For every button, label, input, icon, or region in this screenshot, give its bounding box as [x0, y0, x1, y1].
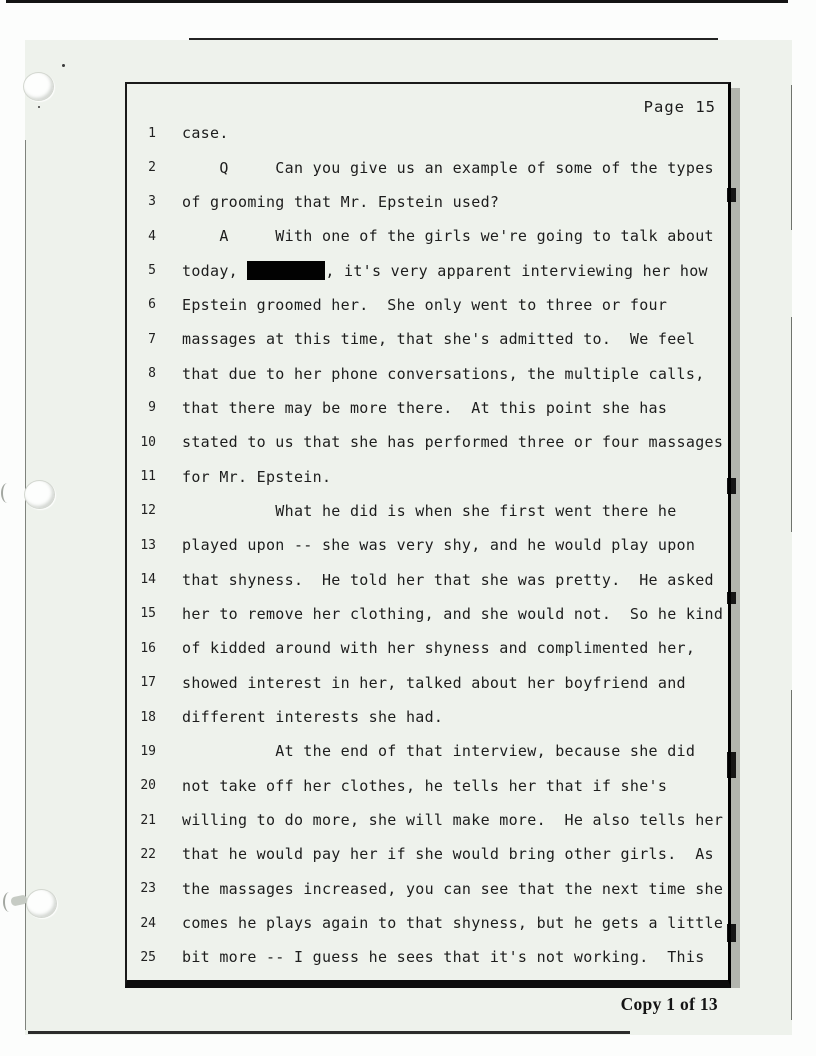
- line-text: stated to us that she has performed three or four massages: [182, 433, 724, 452]
- hole-punch: [26, 889, 57, 918]
- transcript-line: [127, 322, 728, 356]
- line-text: her to remove her clothing, and she would not. So he kind: [182, 604, 724, 623]
- line-text: Q Can you give us an example of some of the types: [182, 158, 714, 177]
- line-text: case.: [182, 124, 229, 143]
- scan-artifact-crescent: [1, 483, 14, 503]
- transcript-page-frame: [125, 82, 731, 988]
- hole-punch: [24, 480, 55, 509]
- line-number: 5: [148, 263, 156, 279]
- transcript-line: [127, 288, 728, 322]
- line-number: 25: [140, 949, 156, 965]
- line-text-pre: today,: [182, 262, 248, 281]
- paper-right-edge: [791, 690, 792, 1020]
- transcript-line: [127, 185, 728, 219]
- line-number: 2: [148, 160, 156, 176]
- line-number: 16: [140, 640, 156, 656]
- transcript-line: [127, 116, 728, 150]
- line-number: 12: [140, 503, 156, 519]
- line-text: of grooming that Mr. Epstein used?: [182, 192, 500, 211]
- line-number: 13: [140, 537, 156, 553]
- hole-punch: [23, 72, 54, 101]
- paper-right-edge: [791, 317, 792, 532]
- line-text: massages at this time, that she's admitted to. We feel: [182, 330, 696, 349]
- redaction-box: [247, 261, 325, 280]
- transcript-line: [127, 940, 728, 974]
- paper-bottom-edge: [28, 1031, 630, 1034]
- line-text: What he did is when she first went there he: [182, 501, 677, 520]
- transcript-line: [127, 872, 728, 906]
- line-number: 8: [148, 366, 156, 382]
- transcript-line: [127, 494, 728, 528]
- line-text: that there may be more there. At this point she has: [182, 398, 668, 417]
- transcript-line: [127, 666, 728, 700]
- line-text: that due to her phone conversations, the multiple calls,: [182, 364, 705, 383]
- line-number: 6: [148, 297, 156, 313]
- line-text: willing to do more, she will make more. He also tells her: [182, 811, 724, 830]
- transcript-line: [127, 906, 728, 940]
- transcript-line: [127, 769, 728, 803]
- transcript-line: [127, 391, 728, 425]
- frame-shadow: [730, 88, 740, 988]
- line-number: 20: [140, 778, 156, 794]
- transcript-line: [127, 837, 728, 871]
- transcript-line: [127, 459, 728, 493]
- line-number: 10: [140, 434, 156, 450]
- paper-top-edge: [189, 38, 718, 40]
- line-number: 11: [140, 469, 156, 485]
- line-number: 24: [140, 915, 156, 931]
- line-text: the massages increased, you can see that the next time she: [182, 879, 724, 898]
- transcript-line: [127, 219, 728, 253]
- line-number: 18: [140, 709, 156, 725]
- line-text: for Mr. Epstein.: [182, 467, 332, 486]
- transcript-line: [127, 253, 728, 287]
- line-text: Epstein groomed her. She only went to three or four: [182, 295, 668, 314]
- line-number: 3: [148, 194, 156, 210]
- line-number: 17: [140, 675, 156, 691]
- line-text: that he would pay her if she would bring other girls. As: [182, 845, 714, 864]
- line-text: bit more -- I guess he sees that it's not working. This: [182, 948, 705, 967]
- line-number: 21: [140, 812, 156, 828]
- line-number: 23: [140, 881, 156, 897]
- paper-sheet: [25, 40, 792, 1035]
- line-text: At the end of that interview, because she did: [182, 742, 696, 761]
- line-text: not take off her clothes, he tells her that if she's: [182, 776, 668, 795]
- paper-right-edge: [791, 85, 792, 230]
- transcript-line: [127, 562, 728, 596]
- transcript-line: [127, 528, 728, 562]
- line-text: played upon -- she was very shy, and he would play upon: [182, 536, 696, 555]
- line-number: 14: [140, 572, 156, 588]
- line-number: 22: [140, 846, 156, 862]
- line-text-post: , it's very apparent interviewing her how: [325, 262, 708, 281]
- line-text: comes he plays again to that shyness, but he gets a little: [182, 914, 724, 933]
- line-text: of kidded around with her shyness and complimented her,: [182, 639, 696, 658]
- scan-speck: [62, 64, 65, 67]
- transcript-line: [127, 631, 728, 665]
- line-number: 15: [140, 606, 156, 622]
- line-text: different interests she had.: [182, 708, 444, 727]
- transcript-line: [127, 597, 728, 631]
- transcript-lines: [127, 116, 728, 975]
- line-text: A With one of the girls we're going to talk about: [182, 227, 714, 246]
- scan-speck: [38, 106, 40, 108]
- line-number: 1: [148, 125, 156, 141]
- transcript-line: [127, 356, 728, 390]
- line-number: 9: [148, 400, 156, 416]
- line-number: 4: [148, 228, 156, 244]
- page-number-label: Page 15: [643, 98, 716, 116]
- transcript-line: [127, 700, 728, 734]
- line-text: showed interest in her, talked about her boyfriend and: [182, 673, 686, 692]
- line-text: that shyness. He told her that she was pretty. He asked: [182, 570, 714, 589]
- line-text: [182, 261, 708, 280]
- copy-stamp: Copy 1 of 13: [620, 994, 718, 1014]
- transcript-line: [127, 803, 728, 837]
- transcript-line: [127, 734, 728, 768]
- transcript-line: [127, 150, 728, 184]
- transcript-line: [127, 425, 728, 459]
- line-number: 7: [148, 331, 156, 347]
- scan-edge-top-strip: [6, 0, 788, 3]
- line-number: 19: [140, 743, 156, 759]
